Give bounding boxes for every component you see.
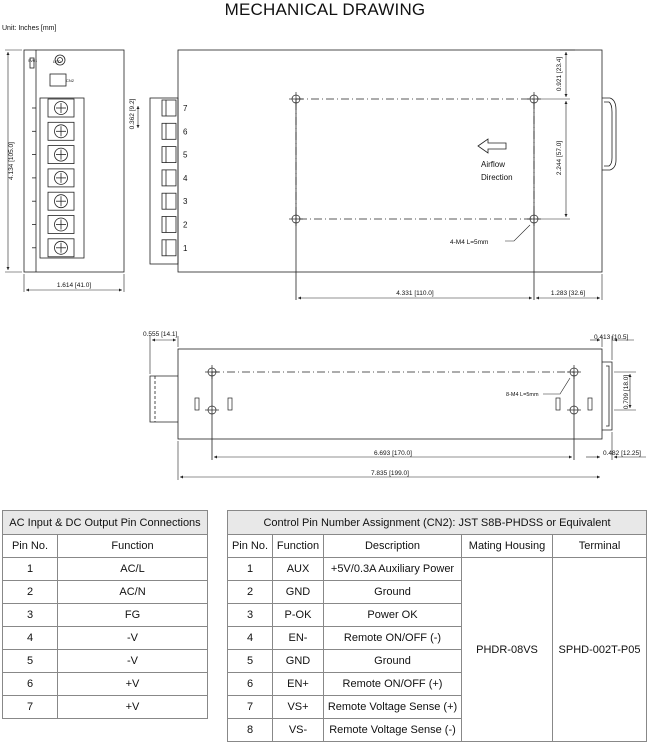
ac-dc-table-title: AC Input & DC Output Pin Connections bbox=[3, 511, 208, 535]
terminal-tab bbox=[162, 240, 176, 256]
airflow-label-1: Airflow bbox=[481, 160, 506, 169]
table-row bbox=[3, 627, 208, 650]
pin-number-cell: 3 bbox=[228, 604, 273, 627]
function-cell: +V bbox=[58, 673, 208, 696]
pin-label: 1 bbox=[183, 243, 188, 253]
table-row bbox=[3, 673, 208, 696]
pin-number-cell: 5 bbox=[228, 650, 273, 673]
top-view bbox=[150, 50, 616, 300]
dim-side-left: 0.555 [14.1] bbox=[143, 331, 178, 338]
dim-side-right-offset: 0.482 [12.25] bbox=[603, 450, 641, 457]
table-row bbox=[228, 558, 647, 581]
function-cell: -V bbox=[58, 650, 208, 673]
table-row bbox=[3, 696, 208, 719]
dim-hole-spacing-h: 4.331 [110.0] bbox=[396, 290, 434, 297]
dim-overall-length: 7.835 [199.0] bbox=[371, 470, 409, 477]
side-view bbox=[150, 349, 612, 460]
function-cell: AC/L bbox=[58, 558, 208, 581]
description-cell: +5V/0.3A Auxiliary Power bbox=[324, 558, 462, 581]
pin-number-cell: 4 bbox=[3, 627, 58, 650]
dim-side-right-top: 0.413 [10.5] bbox=[594, 334, 629, 341]
terminal-tab bbox=[162, 193, 176, 209]
pin-label: 5 bbox=[183, 150, 188, 160]
control-pin-table bbox=[227, 510, 647, 742]
control-table-title: Control Pin Number Assignment (CN2): JST S8B-PHDSS or Equivalent bbox=[228, 511, 647, 535]
pin-label: 7 bbox=[183, 104, 188, 113]
function-cell: -V bbox=[58, 627, 208, 650]
airflow-label-2: Direction bbox=[481, 173, 513, 182]
pin-number-cell: 5 bbox=[3, 650, 58, 673]
description-cell: Remote ON/OFF (+) bbox=[324, 673, 462, 696]
terminal-tab bbox=[162, 147, 176, 163]
vent-slot bbox=[228, 398, 232, 410]
function-cell: GND bbox=[273, 650, 324, 673]
dim-hole-spacing-v: 2.244 [57.0] bbox=[556, 140, 563, 176]
pin-label: 6 bbox=[183, 127, 188, 137]
pin-number-cell: 7 bbox=[228, 696, 273, 719]
col-ctrl-description: Description bbox=[324, 535, 462, 558]
dim-right-offset: 1.283 [32.6] bbox=[550, 290, 586, 297]
function-cell: AUX bbox=[273, 558, 324, 581]
pin-number-cell: 7 bbox=[3, 696, 58, 719]
units-note: Unit: Inches [mm] bbox=[2, 25, 57, 32]
col-ctrl-pin-no: Pin No. bbox=[228, 535, 273, 558]
terminal-tab bbox=[162, 123, 176, 139]
mounting-hole bbox=[205, 365, 219, 379]
page-title: MECHANICAL DRAWING bbox=[224, 0, 426, 19]
pin-label: 2 bbox=[183, 220, 188, 230]
dim-terminal-pitch: 0.362 [9.2] bbox=[129, 98, 136, 130]
dim-side-holes: 6.693 [170.0] bbox=[374, 450, 412, 457]
function-cell: GND bbox=[273, 581, 324, 604]
svr-label: SVR1 bbox=[28, 59, 38, 63]
function-cell: FG bbox=[58, 604, 208, 627]
dim-left-width: 1.614 [41.0] bbox=[56, 282, 92, 289]
terminal-tab bbox=[162, 170, 176, 186]
mating-housing-cell: PHDR-08VS bbox=[462, 558, 553, 742]
table-row bbox=[3, 558, 208, 581]
dim-top-offset: 0.921 [23.4] bbox=[556, 56, 563, 92]
terminal-tab bbox=[162, 217, 176, 233]
description-cell: Remote Voltage Sense (+) bbox=[324, 696, 462, 719]
pin-number-cell: 6 bbox=[3, 673, 58, 696]
dim-left-height: 4.134 [105.0] bbox=[8, 142, 15, 180]
function-cell: P-OK bbox=[273, 604, 324, 627]
terminal-cell: SPHD-002T-P05 bbox=[553, 558, 647, 742]
mounting-hole bbox=[567, 365, 581, 379]
col-ctrl-function: Function bbox=[273, 535, 324, 558]
table-row bbox=[3, 581, 208, 604]
end-view bbox=[24, 50, 124, 272]
pin-number-cell: 4 bbox=[228, 627, 273, 650]
mounting-hole bbox=[289, 92, 303, 106]
table-row bbox=[3, 650, 208, 673]
pin-label: 4 bbox=[183, 173, 188, 183]
col-mating-housing: Mating Housing bbox=[462, 535, 553, 558]
airflow-arrow-icon bbox=[478, 139, 506, 153]
description-cell: Power OK bbox=[324, 604, 462, 627]
pin-label: 3 bbox=[183, 197, 188, 207]
terminal-tab bbox=[162, 100, 176, 116]
function-cell: VS+ bbox=[273, 696, 324, 719]
pin-number-cell: 2 bbox=[228, 581, 273, 604]
table-row bbox=[3, 604, 208, 627]
screw-note-top: 4-M4 L=5mm bbox=[450, 239, 489, 246]
led-label: LED bbox=[53, 59, 61, 64]
function-cell: EN- bbox=[273, 627, 324, 650]
pin-number-cell: 3 bbox=[3, 604, 58, 627]
pin-number-cell: 1 bbox=[228, 558, 273, 581]
description-cell: Ground bbox=[324, 581, 462, 604]
dim-side-height: 0.709 [18.0] bbox=[623, 374, 630, 410]
function-cell: VS- bbox=[273, 719, 324, 742]
screw-note-side: 8-M4 L=5mm bbox=[506, 392, 539, 398]
vent-slot bbox=[556, 398, 560, 410]
function-cell: EN+ bbox=[273, 673, 324, 696]
pin-number-cell: 1 bbox=[3, 558, 58, 581]
pin-number-cell: 2 bbox=[3, 581, 58, 604]
col-pin-no: Pin No. bbox=[3, 535, 58, 558]
ac-dc-pin-table bbox=[2, 510, 208, 719]
cn2-label: CN2 bbox=[66, 78, 75, 83]
col-function: Function bbox=[58, 535, 208, 558]
function-cell: AC/N bbox=[58, 581, 208, 604]
description-cell: Remote ON/OFF (-) bbox=[324, 627, 462, 650]
pin-number-cell: 8 bbox=[228, 719, 273, 742]
mounting-hole bbox=[289, 212, 303, 226]
description-cell: Ground bbox=[324, 650, 462, 673]
description-cell: Remote Voltage Sense (-) bbox=[324, 719, 462, 742]
vent-slot bbox=[195, 398, 199, 410]
vent-slot bbox=[588, 398, 592, 410]
col-terminal: Terminal bbox=[553, 535, 647, 558]
pin-number-cell: 6 bbox=[228, 673, 273, 696]
function-cell: +V bbox=[58, 696, 208, 719]
